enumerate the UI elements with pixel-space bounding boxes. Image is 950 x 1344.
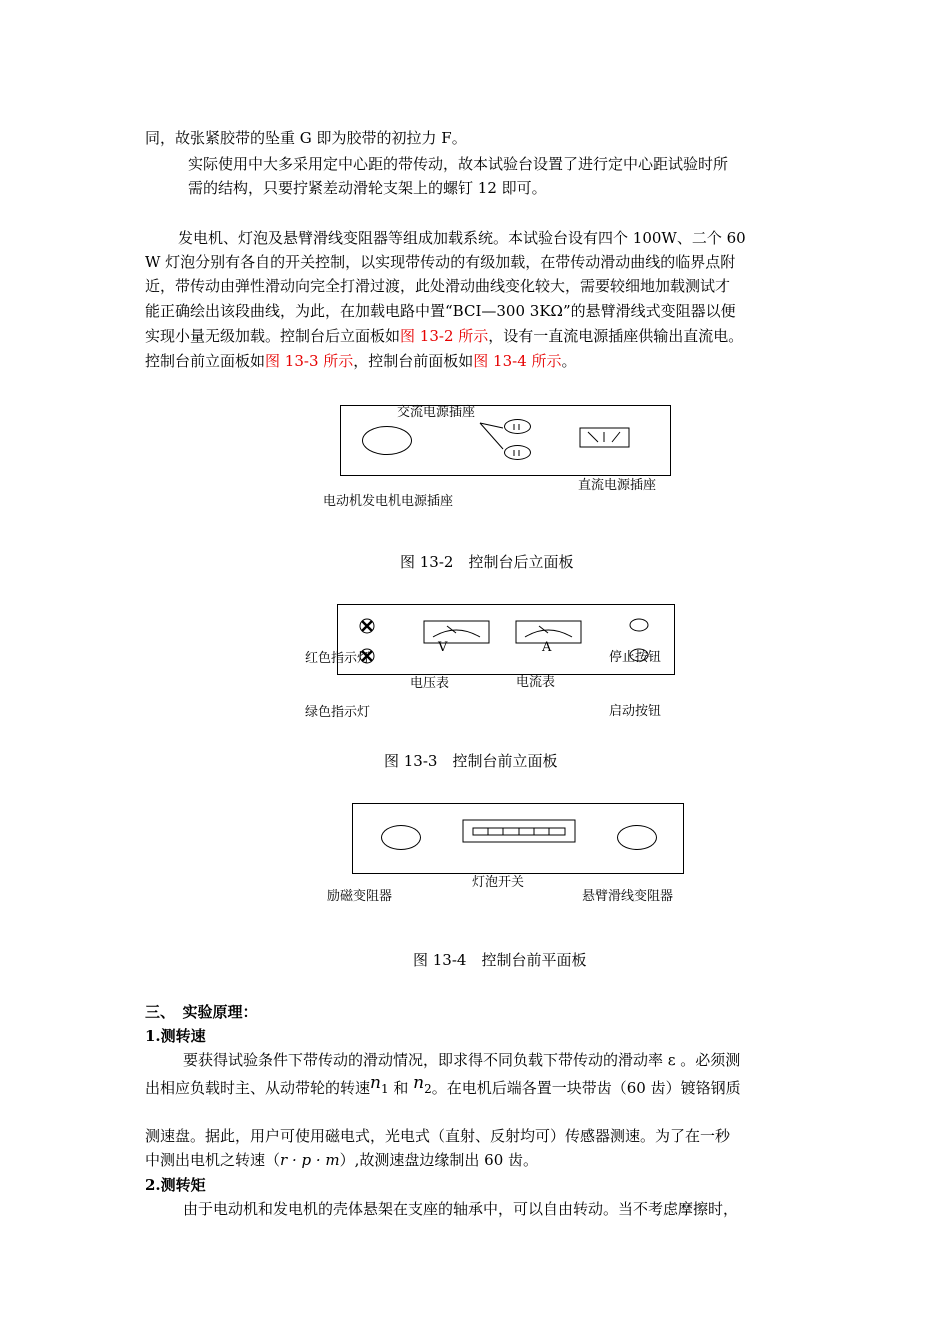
section-heading: 三、 实验原理： <box>145 1003 258 1021</box>
figure-link-13-3[interactable]: 图 13-3 所示 <box>265 352 354 370</box>
red-light-label: 红色指示灯 <box>305 651 371 666</box>
voltmeter-symbol: V <box>438 640 448 655</box>
text-run: 。 <box>561 352 577 370</box>
symbol-n2: n <box>413 1073 425 1093</box>
subsection-heading: 2.测转矩 <box>145 1176 206 1194</box>
text-run: 中测出电机之转速（ <box>145 1151 281 1169</box>
symbol-rpm: r · p · m <box>280 1151 340 1169</box>
paragraph-line: 发电机、灯泡及悬臂滑线变阻器等组成加载系统。本试验台设有四个 100W、二个 60 <box>178 229 746 247</box>
paragraph-line <box>145 1149 538 1172</box>
dc-socket-label: 直流电源插座 <box>578 478 657 493</box>
paragraph-line: 测速盘。据此，用户可使用磁电式，光电式（直射、反射均可）传感器测速。为了在一秒 <box>145 1127 731 1145</box>
paragraph-line: W 灯泡分别有各自的开关控制，以实现带传动的有级加载，在带传动滑动曲线的临界点附 <box>145 253 736 271</box>
text-run: ，设有一直流电源插座供输出直流电。 <box>488 327 744 345</box>
text-run: 和 <box>388 1079 414 1097</box>
ac-socket-label: 交流电源插座 <box>397 405 476 420</box>
lamp-switch-label: 灯泡开关 <box>472 875 525 890</box>
paragraph-line: 实际使用中大多采用定中心距的带传动，故本试验台设置了进行定中心距试验时所 <box>188 155 729 173</box>
figure-caption: 图 13-4 控制台前平面板 <box>413 951 587 969</box>
ammeter-symbol: A <box>542 640 552 655</box>
figure-caption: 图 13-3 控制台前立面板 <box>384 752 558 770</box>
symbol-n2-subscript: 2 <box>424 1082 432 1096</box>
figure-caption: 图 13-2 控制台后立面板 <box>400 553 574 571</box>
paragraph-line: 同，故张紧胶带的坠重 G 即为胶带的初拉力 F。 <box>145 129 467 147</box>
text-run: ，控制台前面板如 <box>353 352 474 370</box>
paragraph-line <box>145 1073 741 1101</box>
text-run: ）,故测速盘边缘制出 60 齿。 <box>339 1151 539 1169</box>
green-light-label: 绿色指示灯 <box>305 705 371 720</box>
slide-rheostat-label: 悬臂滑线变阻器 <box>582 889 674 904</box>
text-run: 。在电机后端各置一块带齿（60 齿）镀铬钢质 <box>431 1079 741 1097</box>
figure-link-13-4[interactable]: 图 13-4 所示 <box>473 352 562 370</box>
paragraph-line: 能正确绘出该段曲线，为此，在加载电路中置“BCI—300 3KΩ”的悬臂滑线式变阻器以便 <box>145 302 736 320</box>
text-run: 出相应负载时主、从动带轮的转速 <box>145 1079 371 1097</box>
subsection-heading: 1.测转速 <box>145 1027 206 1045</box>
ammeter-label: 电流表 <box>516 675 556 690</box>
text-run: 实现小量无级加载。控制台后立面板如 <box>145 327 401 345</box>
figure-link-13-2[interactable]: 图 13-2 所示 <box>400 327 489 345</box>
excitation-rheostat-label: 励磁变阻器 <box>327 889 393 904</box>
motor-socket-label: 电动机发电机电源插座 <box>323 494 454 509</box>
symbol-n1-subscript: 1 <box>380 1082 389 1096</box>
paragraph-line: 由于电动机和发电机的壳体悬架在支座的轴承中，可以自由转动。当不考虑摩擦时， <box>183 1200 739 1218</box>
paragraph-line: 需的结构，只要拧紧差动滑轮支架上的螺钉 12 即可。 <box>188 179 547 197</box>
voltmeter-label: 电压表 <box>410 676 450 691</box>
start-button-label: 启动按钮 <box>609 704 662 719</box>
text-run: 控制台前立面板如 <box>145 352 266 370</box>
symbol-n1: n <box>370 1073 381 1093</box>
paragraph-line: 要获得试验条件下带传动的滑动情况，即求得不同负载下带传动的滑动率 ε 。必须测 <box>183 1051 741 1069</box>
paragraph-line: 近，带传动由弹性滑动向完全打滑过渡，此处滑动曲线变化较大，需要较细地加载测试才 <box>145 277 731 295</box>
stop-button-label: 停止按钮 <box>609 650 662 665</box>
